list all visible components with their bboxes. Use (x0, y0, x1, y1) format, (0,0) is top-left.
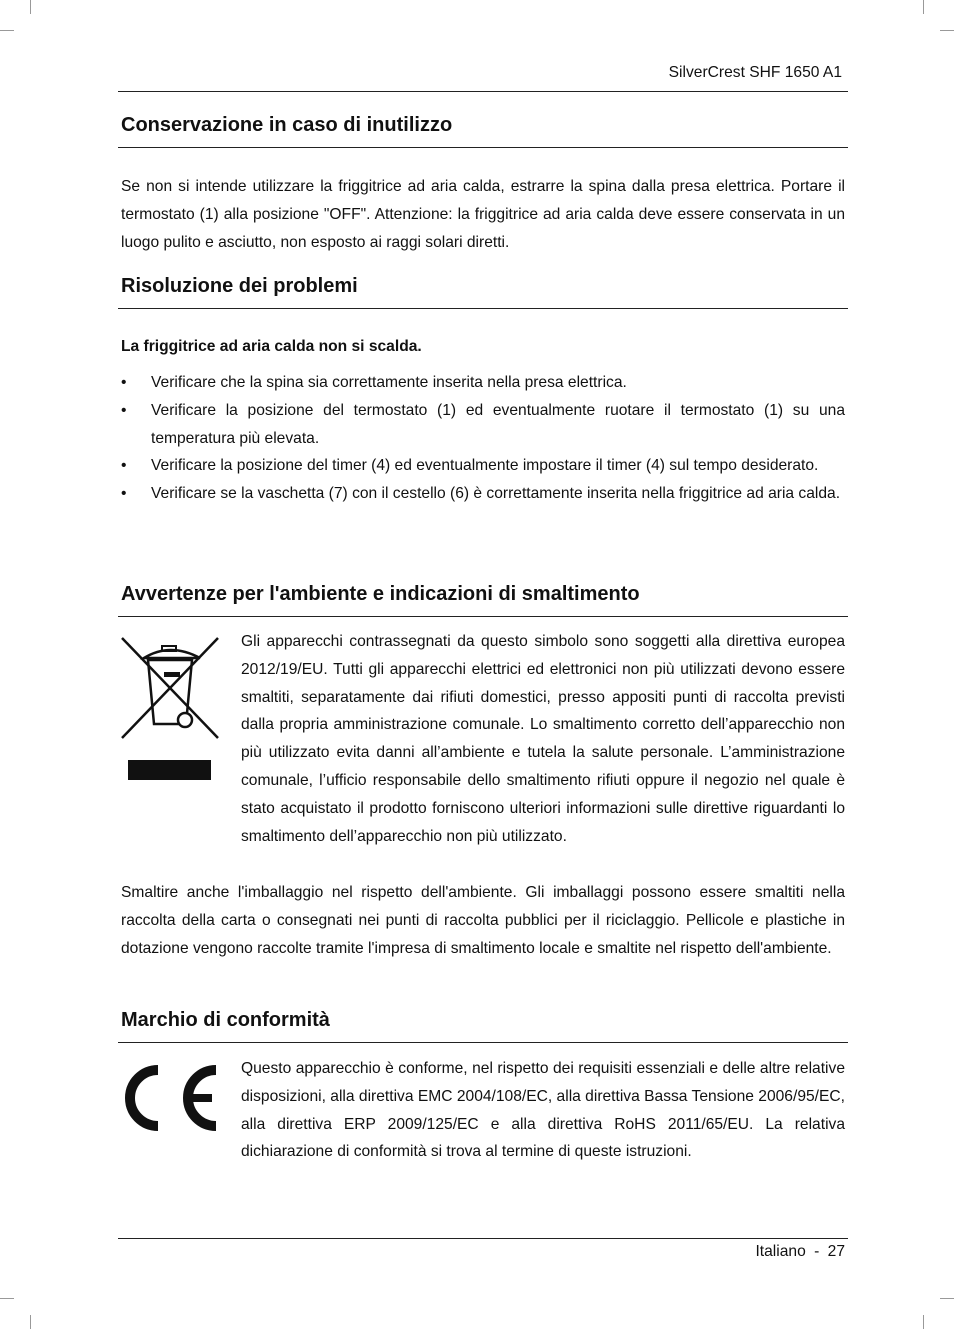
list-item: • Verificare la posizione del termostato (1) ed eventualmente ruotare il termostato (1) su una temperatura più elevata. (121, 401, 845, 447)
list-item: • Verificare se la vaschetta (7) con il cestello (6) è correttamente inserita nella friggitrice ad aria calda. (121, 485, 841, 503)
list-item-text: Verificare se la vaschetta (7) con il cestello (6) è correttamente inserita nella friggitrice ad aria calda. (151, 485, 841, 503)
list-item: • Verificare che la spina sia correttamente inserita nella presa elettrica. (121, 374, 627, 391)
crop-mark (0, 1298, 14, 1299)
crop-mark (30, 1315, 31, 1329)
section-rule (118, 1042, 848, 1043)
problem-subtitle: La friggitrice ad aria calda non si scalda. (121, 338, 422, 355)
footer-language: Italiano (755, 1243, 806, 1260)
crop-mark (923, 0, 924, 14)
footer-rule (118, 1238, 848, 1239)
list-item-text: Verificare la posizione del termostato (1) ed eventualmente ruotare il termostato (1) su una temperatura più elevata. (151, 401, 845, 447)
list-item-text: Verificare che la spina sia correttamente inserita nella presa elettrica. (151, 374, 627, 391)
footer (755, 1243, 845, 1261)
section-text: Gli apparecchi contrassegnati da questo simbolo sono soggetti alla direttiva europea 2012/19/EU. Tutti gli apparecchi elettrici ed elettronici non più utilizzati devono essere smaltiti, separatamente dai rifiuti domestici, presso appositi punti di raccolta previsti dalla propria amministrazione comunale. Lo smaltimento corretto dell’apparecchio non più utilizzato evita danni all’ambiente e tutela la salute personale. L’amministrazione comunale, l’ufficio responsabile dello smaltimento rifiuti oppure il negozio nel quale è stato acquistato il prodotto forniscono ulteriori informazioni sulle direttive riguardanti lo smaltimento dell’apparecchio non più utilizzato. (241, 633, 845, 845)
section-title: Risoluzione dei problemi (121, 275, 358, 297)
list-item-text: Verificare la posizione del timer (4) ed eventualmente impostare il timer (4) sul tempo desiderato. (151, 457, 819, 475)
crop-mark (30, 0, 31, 14)
footer-separator: - (814, 1243, 820, 1260)
crop-mark (0, 30, 14, 31)
crop-mark (940, 30, 954, 31)
crop-mark (923, 1315, 924, 1329)
section-title: Conservazione in caso di inutilizzo (121, 114, 453, 136)
section-title: Avvertenze per l'ambiente e indicazioni di smaltimento (121, 583, 640, 605)
weee-crossed-bin-icon (120, 636, 220, 782)
section-title: Marchio di conformità (121, 1009, 330, 1031)
section-text: Questo apparecchio è conforme, nel rispetto dei requisiti essenziali e delle altre relative disposizioni, alla direttiva EMC 2004/108/EC, alla direttiva Bassa Tensione 2006/95/EC, alla direttiva ERP 2009/125/EC e alla direttiva RoHS 2011/65/EU. La relativa dichiarazione di conformità si trova al termine di queste istruzioni. (241, 1060, 845, 1161)
section-rule (118, 616, 848, 617)
header-rule (118, 91, 848, 92)
section-text: Se non si intende utilizzare la friggitrice ad aria calda, estrarre la spina dalla presa elettrica. Portare il termostato (1) alla posizione "OFF". Attenzione: la friggitrice ad aria calda deve essere conservata in un luogo pulito e asciutto, non esposto ai raggi solari diretti. (121, 178, 845, 251)
header-product: SilverCrest SHF 1650 A1 (668, 64, 842, 81)
list-item: • Verificare la posizione del timer (4) ed eventualmente impostare il timer (4) sul tempo desiderato. (121, 457, 819, 475)
section-rule (118, 147, 848, 148)
page-number: 27 (827, 1243, 845, 1260)
section-rule (118, 308, 848, 309)
crop-mark (940, 1298, 954, 1299)
ce-mark-icon (120, 1062, 220, 1134)
section-text-packaging: Smaltire anche l'imballaggio nel rispetto dell'ambiente. Gli imballaggi possono essere smaltiti nella raccolta della carta o consegnati nei punti di raccolta pubblici per il riciclaggio. Pellicole e plastiche in dotazione vengono raccolte tramite l'impresa di smaltimento locale e smaltite nel rispetto dell'ambiente. (121, 884, 845, 957)
troubleshooting-list (121, 369, 845, 508)
